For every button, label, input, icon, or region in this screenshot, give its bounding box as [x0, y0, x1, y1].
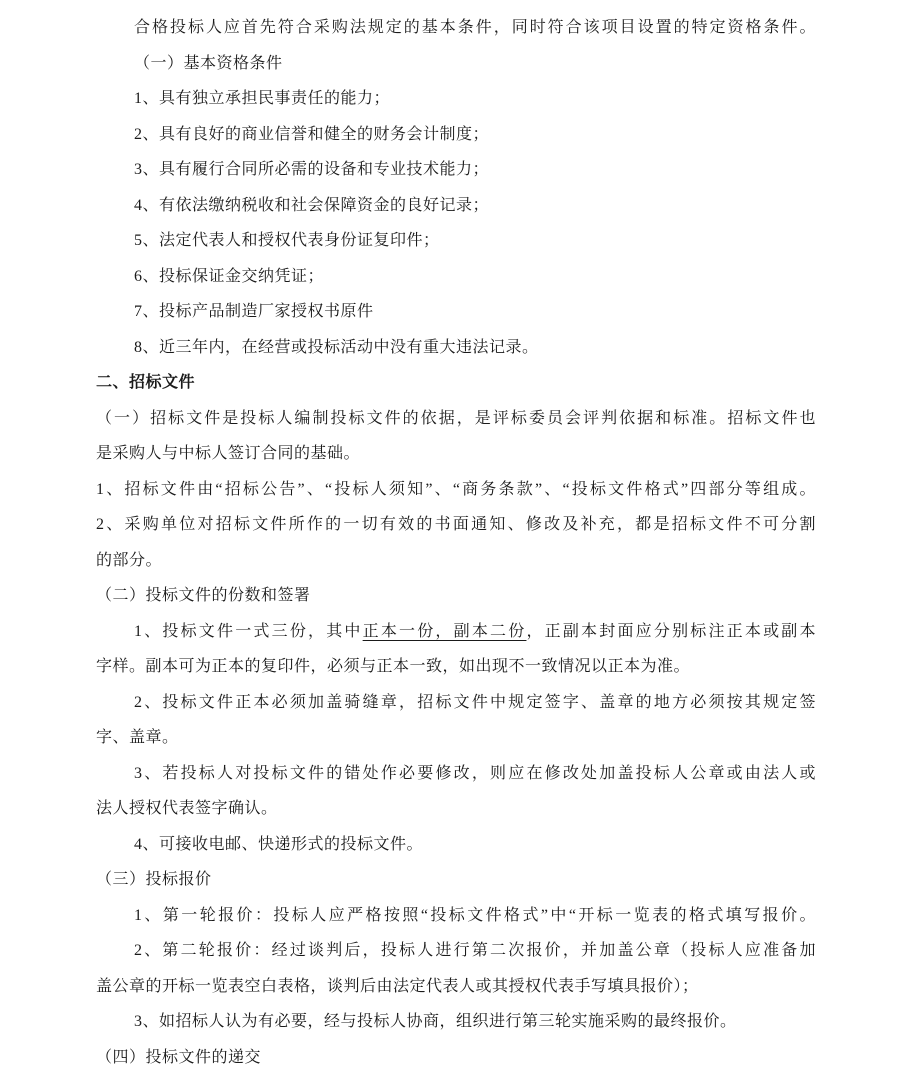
- para-second-round-quote-line-2: 盖公章的开标一览表空白表格，谈判后由法定代表人或其授权代表手写填具报价）；: [96, 977, 699, 995]
- para-tender-composition: 1、招标文件由“招标公告”、“投标人须知”、“商务条款”、“投标文件格式”四部分等组成。: [96, 480, 816, 498]
- list-item-basic-1: 1、具有独立承担民事责任的能力；: [134, 90, 391, 107]
- para-tender-amendments-line-1: 2、采购单位对招标文件所作的一切有效的书面通知、修改及补充，都是招标文件不可分割: [96, 516, 816, 533]
- list-item-basic-8: 8、近三年内，在经营或投标活动中没有重大违法记录。: [134, 338, 539, 356]
- list-item-basic-2: 2、具有良好的商业信誉和健全的财务会计制度；: [134, 125, 490, 143]
- list-item-basic-5: 5、法定代表人和授权代表身份证复印件；: [134, 232, 440, 249]
- section-heading-copies-signing: （二）投标文件的份数和签署: [96, 587, 311, 604]
- para-first-round-quote: 1、第一轮报价：投标人应严格按照“投标文件格式”中“开标一览表的格式填写报价。: [134, 906, 816, 924]
- list-item-basic-3: 3、具有履行合同所必需的设备和专业技术能力；: [134, 161, 490, 178]
- para-corrections-line-2: 法人授权代表签字确认。: [96, 800, 278, 817]
- chapter-heading-tender-documents: 二、招标文件: [96, 374, 196, 391]
- underlined-copies-count: 正本一份，副本二份: [362, 622, 527, 640]
- section-heading-basic-qualifications: （一）基本资格条件: [134, 54, 283, 72]
- list-item-basic-6: 6、投标保证金交纳凭证；: [134, 267, 325, 285]
- intro-paragraph-line: 合格投标人应首先符合采购法规定的基本条件，同时符合该项目设置的特定资格条件。: [134, 19, 816, 36]
- para-tender-amendments-line-2: 的部分。: [96, 551, 163, 569]
- para-tender-basis-line-1: （一）招标文件是投标人编制投标文件的依据，是评标委员会评判依据和标准。招标文件也: [96, 409, 816, 427]
- section-heading-bid-submission: （四）投标文件的递交: [96, 1048, 262, 1066]
- para-seal-line-2: 字、盖章。: [96, 729, 179, 746]
- para-copies-suffix: ，正副本封面应分别标注正本或副本: [526, 622, 816, 640]
- para-copies-line-2: 字样。副本可为正本的复印件，必须与正本一致，如出现不一致情况以正本为准。: [96, 658, 691, 675]
- list-item-basic-7: 7、投标产品制造厂家授权书原件: [134, 303, 374, 320]
- section-heading-bid-price: （三）投标报价: [96, 871, 212, 888]
- para-second-round-quote-line-1: 2、第二轮报价：经过谈判后，投标人进行第二次报价，并加盖公章（投标人应准备加: [134, 942, 816, 959]
- para-email-courier: 4、可接收电邮、快递形式的投标文件。: [134, 835, 424, 853]
- para-third-round-quote: 3、如招标人认为有必要，经与投标人协商，组织进行第三轮实施采购的最终报价。: [134, 1013, 737, 1030]
- para-seal-line-1: 2、投标文件正本必须加盖骑缝章，招标文件中规定签字、盖章的地方必须按其规定签: [134, 693, 816, 711]
- para-corrections-line-1: 3、若投标人对投标文件的错处作必要修改，则应在修改处加盖投标人公章或由法人或: [134, 764, 816, 782]
- list-item-basic-4: 4、有依法缴纳税收和社会保障资金的良好记录；: [134, 196, 490, 214]
- para-copies-prefix: 1、投标文件一式三份，其中: [134, 622, 363, 640]
- para-tender-basis-line-2: 是采购人与中标人签订合同的基础。: [96, 445, 361, 462]
- para-copies-line-1: [96, 614, 816, 650]
